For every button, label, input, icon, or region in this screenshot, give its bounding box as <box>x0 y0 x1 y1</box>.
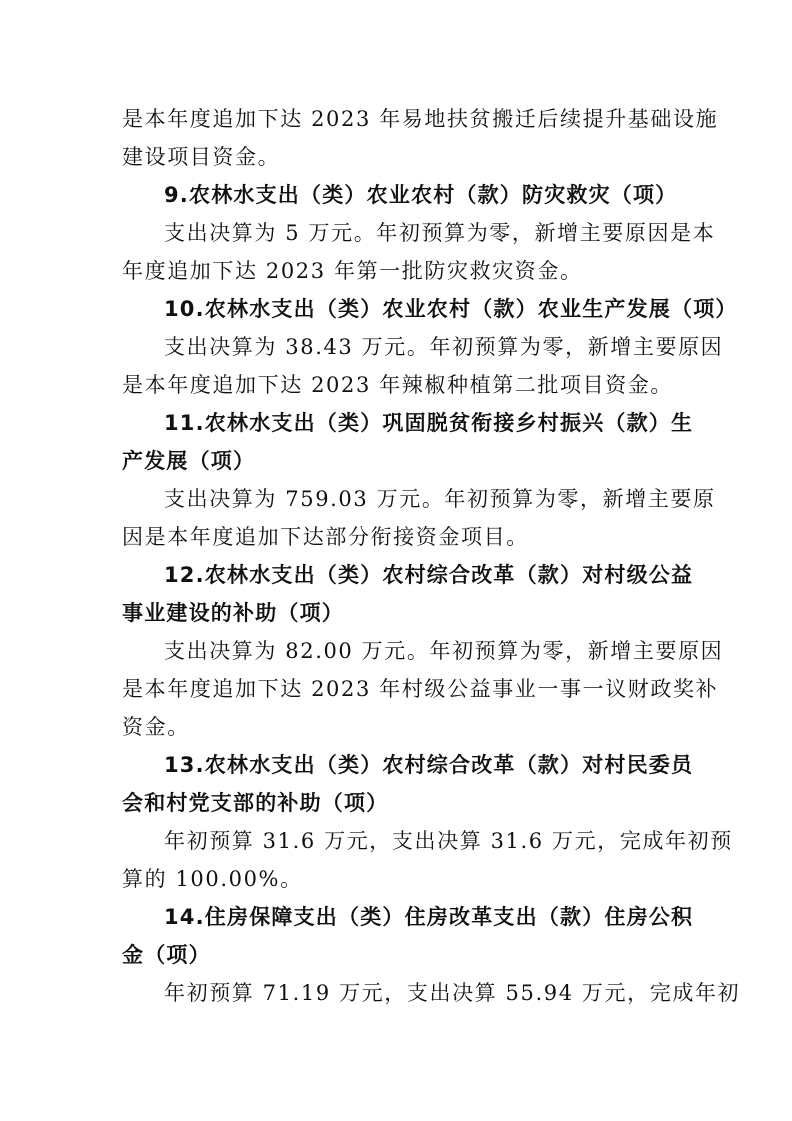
section-heading: 14.住房保障支出（类）住房改革支出（款）住房公积 <box>164 905 694 929</box>
body-text-line: 支出决算为 5 万元。年初预算为零，新增主要原因是本 <box>164 221 716 245</box>
body-text-line: 年初预算 71.19 万元，支出决算 55.94 万元，完成年初 <box>164 981 741 1005</box>
body-text-line: 是本年度追加下达 2023 年易地扶贫搬迁后续提升基础设施 <box>122 107 719 131</box>
section-heading: 11.农林水支出（类）巩固脱贫衔接乡村振兴（款）生 <box>164 411 694 435</box>
body-text-line: 是本年度追加下达 2023 年村级公益事业一事一议财政奖补 <box>122 677 719 701</box>
body-text-line: 算的 100.00%。 <box>122 867 303 891</box>
body-text-line: 年初预算 31.6 万元，支出决算 31.6 万元，完成年初预 <box>164 829 733 853</box>
body-text-line: 因是本年度追加下达部分衔接资金项目。 <box>122 525 529 549</box>
section-heading: 产发展（项） <box>122 449 256 473</box>
body-text-line: 支出决算为 759.03 万元。年初预算为零，新增主要原 <box>164 487 716 511</box>
body-text-line: 建设项目资金。 <box>122 145 281 169</box>
section-heading: 12.农林水支出（类）农村综合改革（款）对村级公益 <box>164 563 694 587</box>
section-heading: 9.农林水支出（类）农业农村（款）防灾救灾（项） <box>164 183 678 207</box>
body-text-line: 支出决算为 38.43 万元。年初预算为零，新增主要原因 <box>164 335 724 359</box>
section-heading: 13.农林水支出（类）农村综合改革（款）对村民委员 <box>164 753 694 777</box>
body-text-line: 资金。 <box>122 715 190 739</box>
section-heading: 事业建设的补助（项） <box>122 601 344 625</box>
section-heading: 10.农林水支出（类）农业农村（款）农业生产发展（项） <box>164 297 738 321</box>
section-heading: 会和村党支部的补助（项） <box>122 791 389 815</box>
body-text-line: 支出决算为 82.00 万元。年初预算为零，新增主要原因 <box>164 639 724 663</box>
section-heading: 金（项） <box>122 943 211 967</box>
body-text-line: 年度追加下达 2023 年第一批防灾救灾资金。 <box>122 259 583 283</box>
body-text-line: 是本年度追加下达 2023 年辣椒种植第二批项目资金。 <box>122 373 673 397</box>
